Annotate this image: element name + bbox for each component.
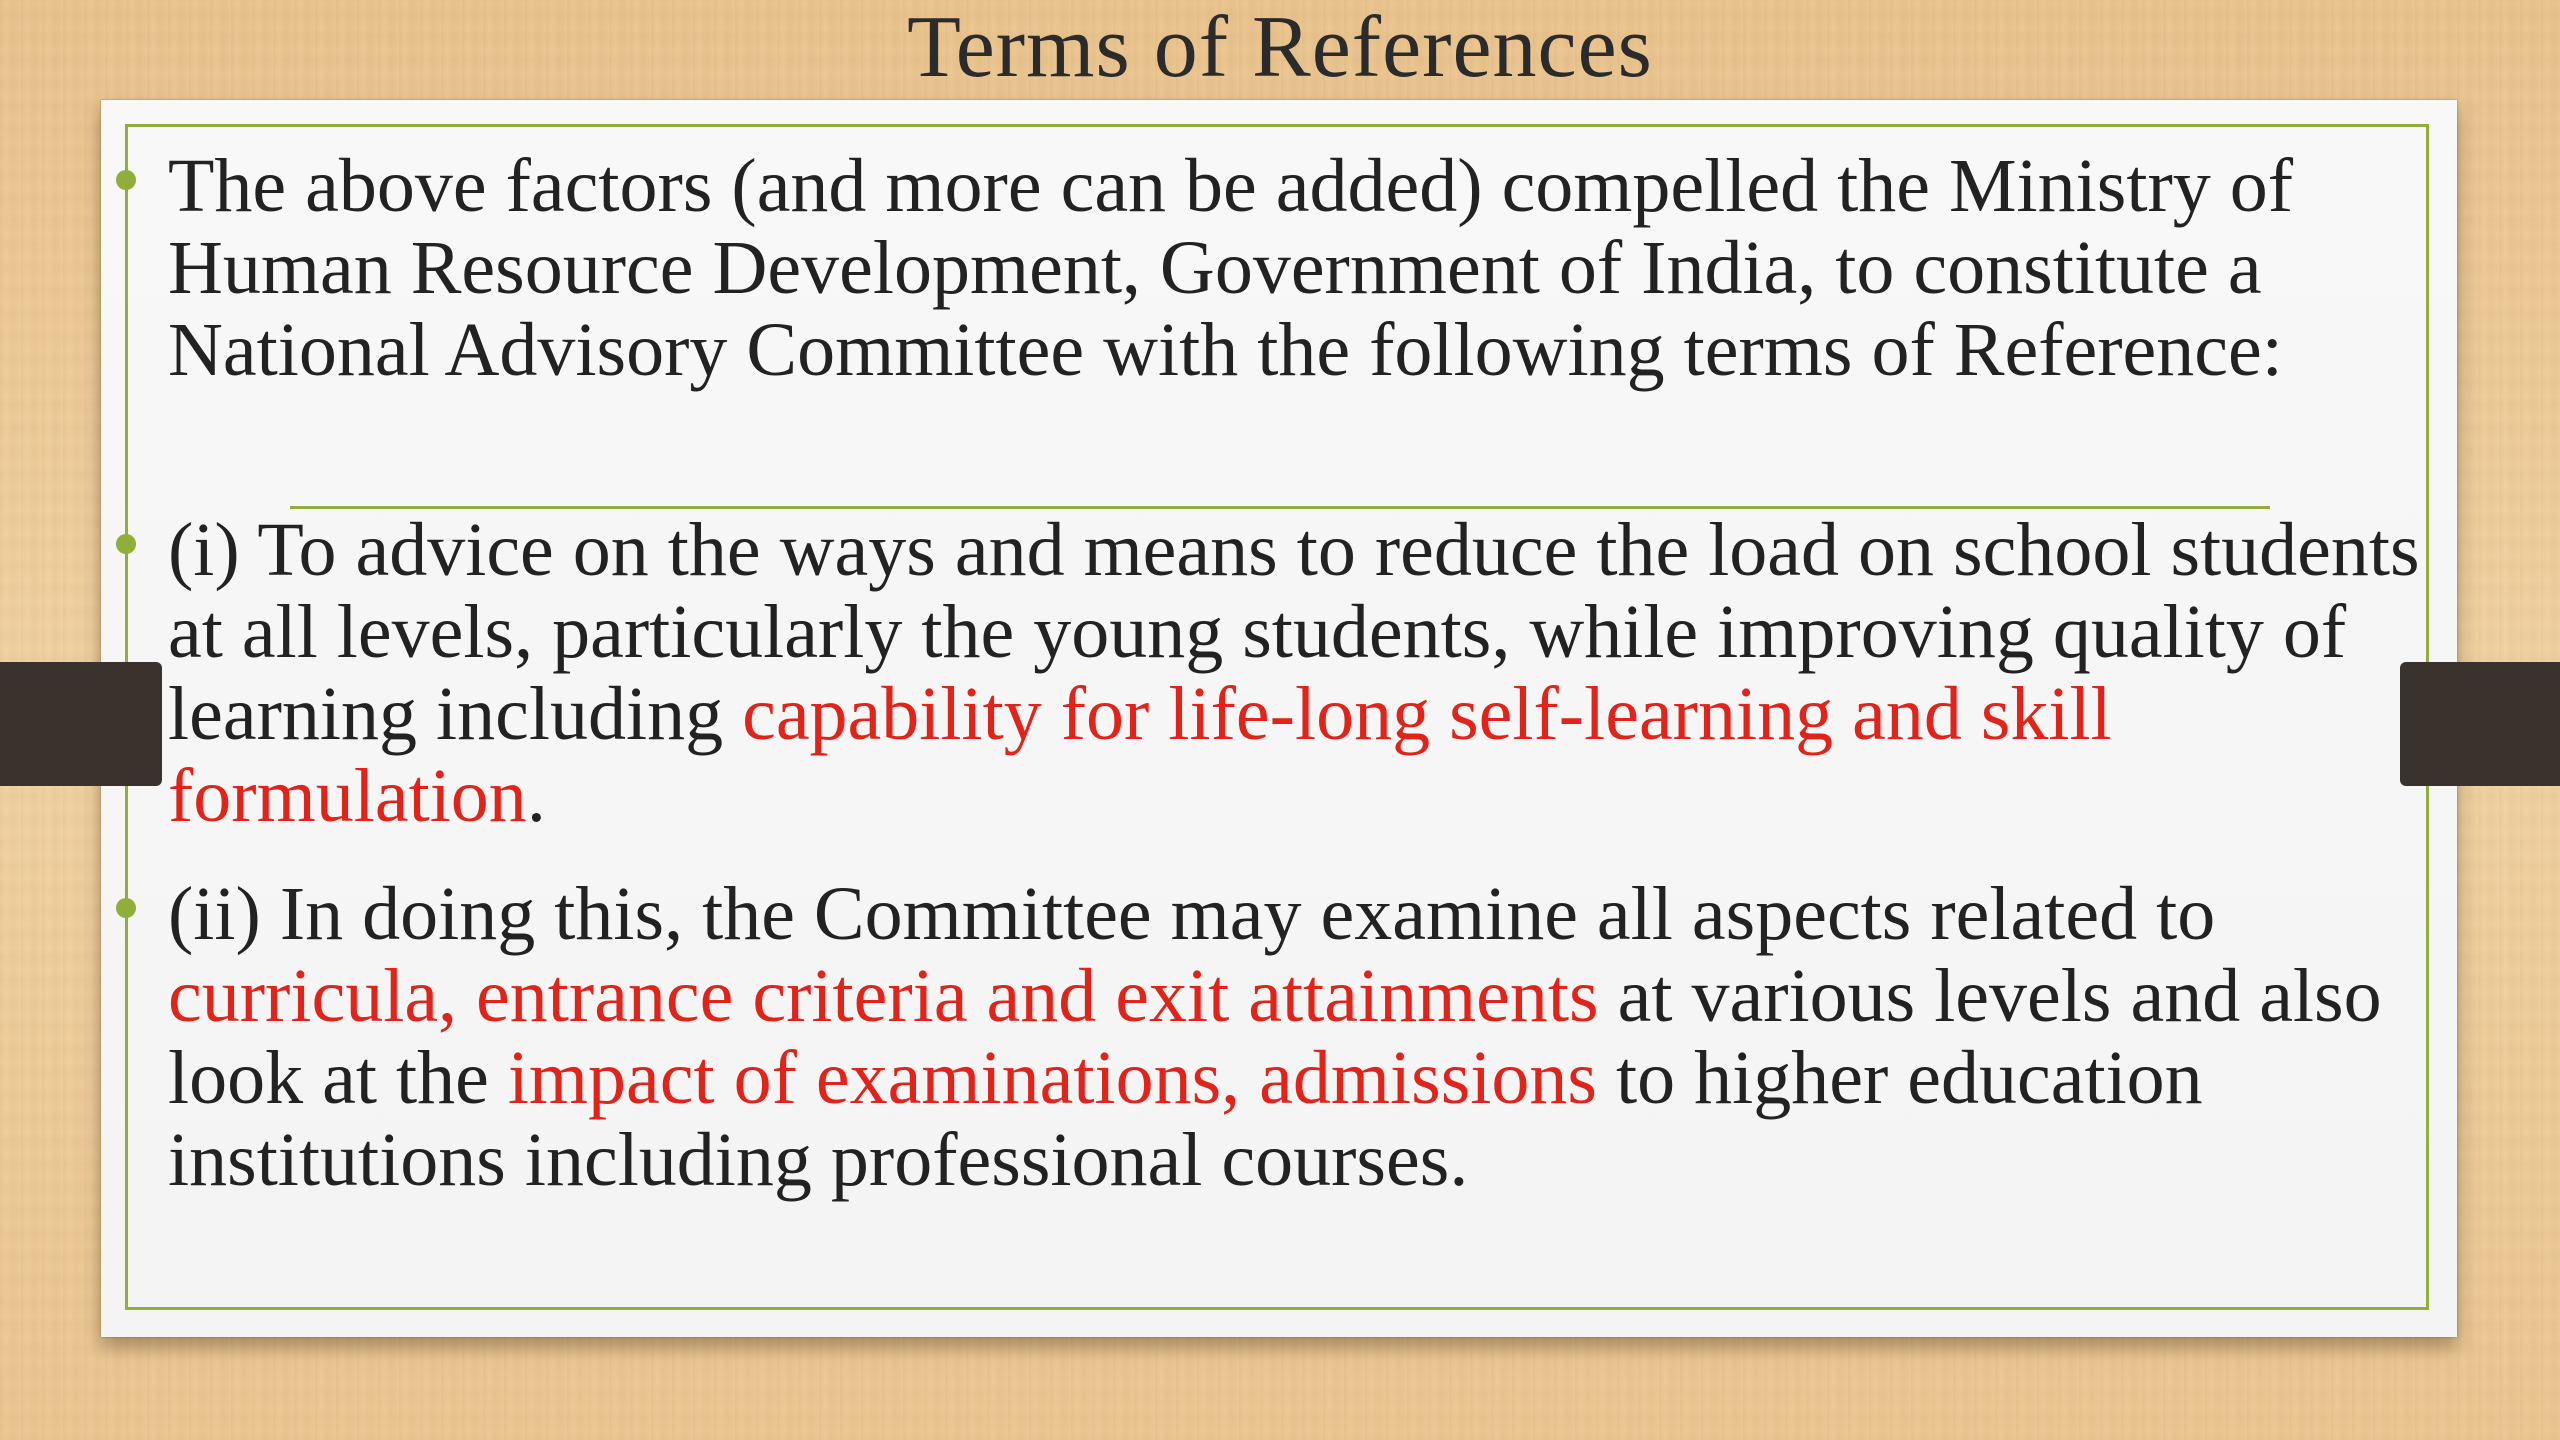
term-ii-text-2: at various levels and also look at the: [168, 954, 2382, 1120]
left-binder-clip: [0, 662, 162, 786]
term-i-text: (i) To advice on the ways and means to reduce the load on school students at all levels, particularly the young students, while improving quality of learning including: [168, 508, 2420, 756]
paragraph-term-ii: [168, 873, 2458, 1201]
bullet-1: [116, 170, 136, 190]
term-ii-text-1: (ii) In doing this, the Committee may examine all aspects related to: [168, 872, 2216, 956]
term-ii-highlight-2: impact of examinations, admissions: [507, 1036, 1597, 1120]
paragraph-intro: The above factors (and more can be added) compelled the Ministry of Human Resource Development, Government of India, to constitute a National Advisory Committee with the following terms of Reference:: [168, 144, 2294, 392]
term-ii-highlight-1: curricula, entrance criteria and exit attainments: [168, 954, 1599, 1038]
bullet-3: [116, 898, 136, 918]
paragraph-term-i: [168, 509, 2458, 837]
term-i-end: .: [526, 754, 546, 838]
term-i-highlight: capability for life-long self-learning and skill formulation: [168, 672, 2112, 838]
bullet-2: [116, 534, 136, 554]
term-ii-text-3: to higher education institutions including professional courses.: [168, 1036, 2203, 1202]
slide-title: Terms of References: [907, 0, 1653, 96]
